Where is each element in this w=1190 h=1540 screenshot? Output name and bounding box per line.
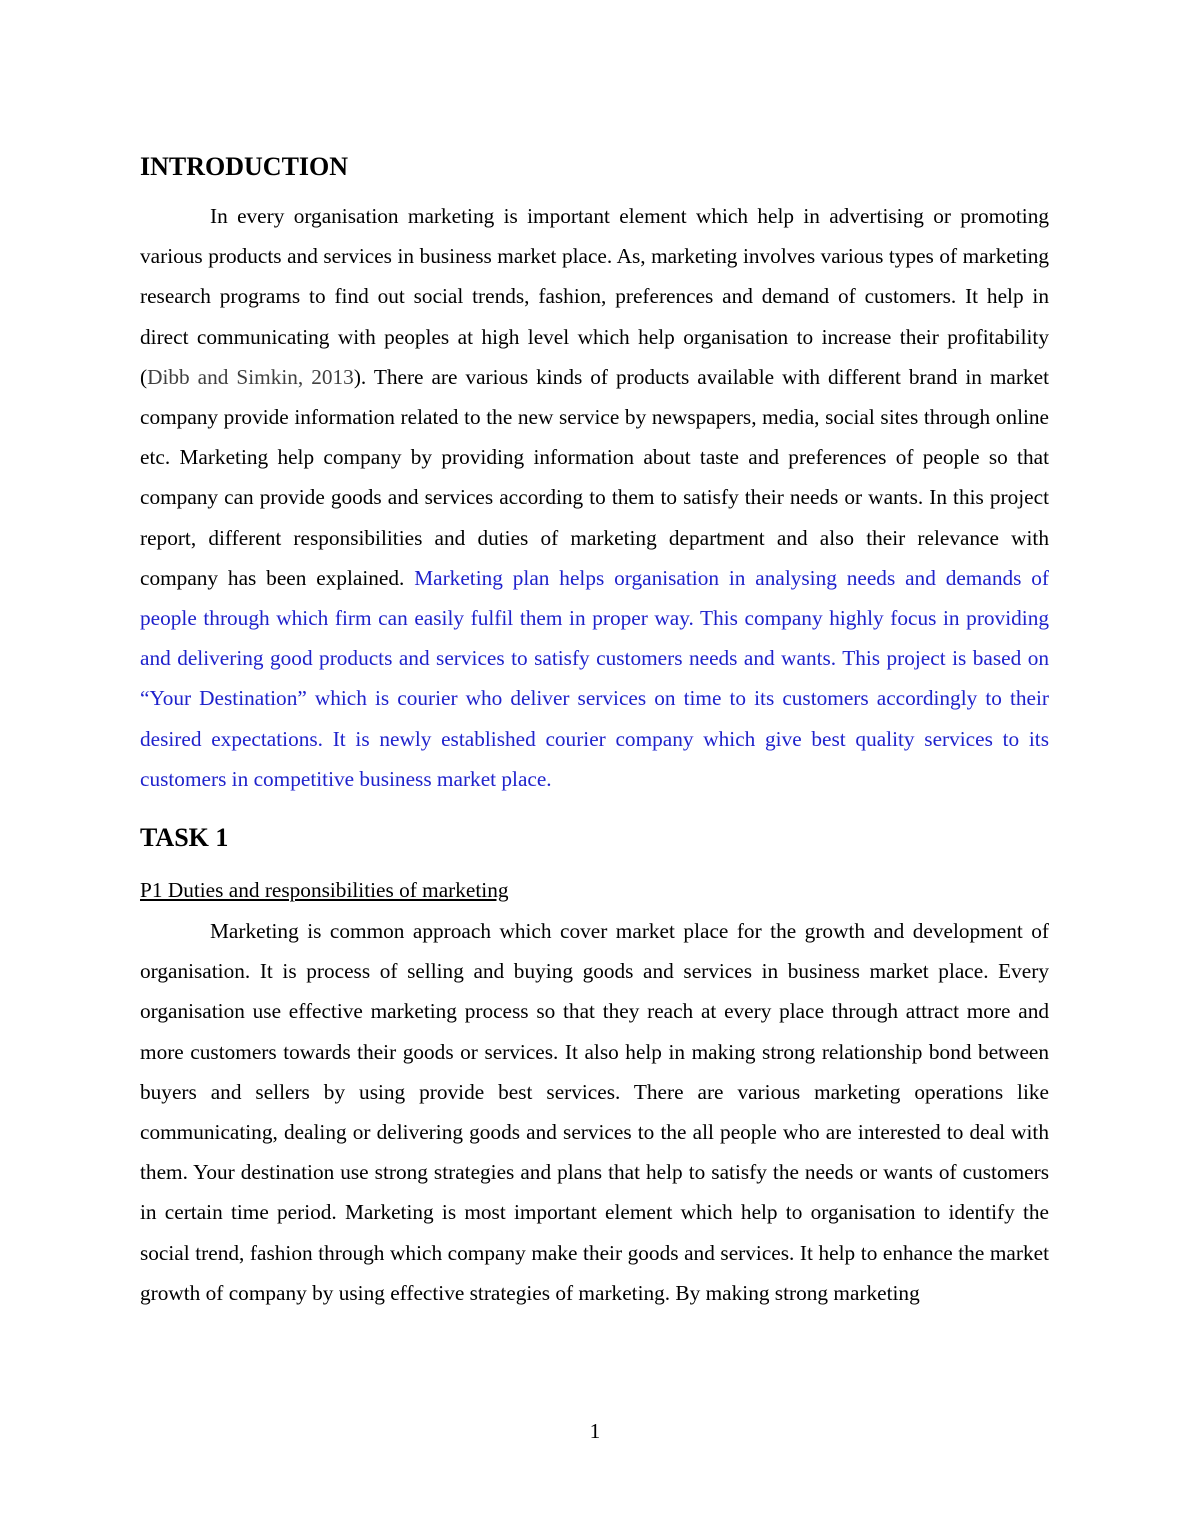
- page-number: 1: [589, 1419, 601, 1443]
- task1-subheading: P1 Duties and responsibilities of marketing: [140, 878, 509, 903]
- intro-text-part1: In every organisation marketing is important element which help in advertising or promoting various products and services in business market place. As, marketing involves various types of marketing research programs to find out social trends, fashion, preferences and demand of customers. It help in direct communicating with peoples at high level which help organisation to increase their profitability (: [140, 204, 1049, 389]
- document-page: [140, 150, 1049, 1313]
- task1-heading: TASK 1: [140, 823, 229, 853]
- introduction-paragraph: [140, 196, 1049, 799]
- intro-text-part2: ). There are various kinds of products available with different brand in market company provide information related to the new service by newspapers, media, social sites through online etc. Marketing help company by providing information about taste and preferences of people so that company can provide goods and services according to them to satisfy their needs or wants. In this project report, different responsibilities and duties of marketing department and also their relevance with company has been explained.: [140, 364, 1049, 590]
- intro-highlighted-text: Marketing plan helps organisation in analysing needs and demands of people through which firm can easily fulfil them in proper way. This company highly focus in providing and delivering good products and services to satisfy customers needs and wants. This project is based on “Your Destination” which is courier who deliver services on time to its customers accordingly to their desired expectations. It is newly established courier company which give best quality services to its customers in competitive business market place.: [140, 565, 1050, 791]
- citation: Dibb and Simkin, 2013: [147, 364, 354, 389]
- introduction-heading: INTRODUCTION: [140, 152, 349, 181]
- task1-paragraph: Marketing is common approach which cover market place for the growth and development of organisation. It is process of selling and buying goods and services in business market place. Every organisation use effective marketing process so that they reach at every place through attract more and more customers towards their goods or services. It also help in making strong relationship bond between buyers and sellers by using provide best services. There are various marketing operations like communicating, dealing or delivering goods and services to the all people who are interested to deal with them. Your destination use strong strategies and plans that help to satisfy the needs or wants of customers in certain time period. Marketing is most important element which help to organisation to identify the social trend, fashion through which company make their goods and services. It help to enhance the market growth of company by using effective strategies of marketing. By making strong marketing: [140, 919, 1049, 1305]
